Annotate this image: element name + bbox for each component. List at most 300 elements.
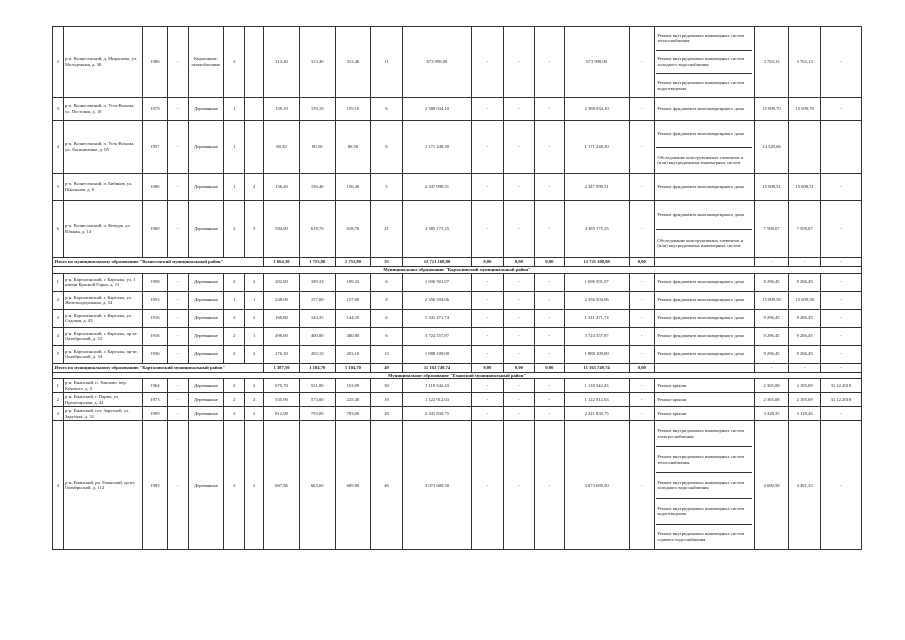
total-area-liv-cell: 1 104,70 bbox=[335, 363, 371, 372]
residents-cell: 30 bbox=[371, 379, 403, 393]
local-budget-cell: - bbox=[535, 27, 564, 98]
deadline-cell: - bbox=[820, 309, 861, 327]
living-area-cell: 609,80 bbox=[335, 421, 371, 550]
year-cell: 1916 bbox=[143, 309, 167, 327]
entrances-cell: 2 bbox=[245, 379, 264, 393]
residents-cell: 21 bbox=[371, 201, 403, 258]
year-cell: 1953 bbox=[143, 291, 167, 309]
unit-cost-cell: 8 296,45 bbox=[754, 273, 789, 291]
max-cost-cell: 9 286,45 bbox=[789, 345, 821, 363]
total-cost-cell: 1 171 248,30 bbox=[402, 121, 471, 174]
floors-cell: 1 bbox=[224, 174, 245, 201]
residential-area-cell: 573,00 bbox=[299, 393, 335, 407]
floors-cell: 2 bbox=[224, 309, 245, 327]
year-cell: 1986 bbox=[143, 27, 167, 98]
table-row bbox=[53, 379, 862, 393]
repair-register-table bbox=[52, 26, 862, 550]
wall-material-cell: Деревянные bbox=[188, 327, 224, 345]
repair-work-item: Ремонт фундамента многоквартирного дома bbox=[657, 106, 744, 112]
repair-works-cell bbox=[654, 309, 754, 327]
total-area-cell: 812,98 bbox=[264, 407, 300, 421]
regional-budget-cell: - bbox=[503, 174, 535, 201]
federal-fund-cell: - bbox=[472, 201, 504, 258]
local-budget-cell: - bbox=[535, 174, 564, 201]
address-cell: р-н. Карталинский, г. Карталы, ул. Садовая, д. 43 bbox=[63, 309, 143, 327]
address-cell: р-п. Вознесенский, п. Усть-Вохьма, ул. Логиниченко, д. 05 bbox=[63, 121, 143, 174]
total-residents-cell: 49 bbox=[371, 363, 403, 372]
other-funds-cell: - bbox=[629, 309, 654, 327]
repair-works-cell bbox=[654, 201, 754, 258]
entrances-cell: 2 bbox=[245, 309, 264, 327]
commission-year-cell: - bbox=[167, 98, 188, 121]
federal-fund-cell: - bbox=[472, 327, 504, 345]
floors-cell: 2 bbox=[224, 327, 245, 345]
total-f4-cell: 11 163 749,74 bbox=[564, 363, 629, 372]
total-area-liv-cell: 1 753,80 bbox=[335, 258, 371, 267]
local-budget-cell: - bbox=[535, 421, 564, 550]
living-area-cell: 313,40 bbox=[335, 27, 371, 98]
local-budget-cell: - bbox=[535, 345, 564, 363]
residential-area-cell: 203,10 bbox=[299, 345, 335, 363]
entrances-cell: 4 bbox=[245, 174, 264, 201]
repair-works-cell bbox=[654, 121, 754, 174]
total-area-cell: 248,00 bbox=[264, 291, 300, 309]
commission-year-cell: - bbox=[167, 393, 188, 407]
residents-cell: 5 bbox=[371, 174, 403, 201]
unit-cost-cell: 9 296,45 bbox=[754, 327, 789, 345]
living-area-cell: 144,35 bbox=[335, 309, 371, 327]
owners-funds-cell: 1 696 501,07 bbox=[564, 273, 629, 291]
address-cell: р-н. Карталинский, г. Карталы, ул. 1 имени Красной Горки, д. 13 bbox=[63, 273, 143, 291]
other-funds-cell: - bbox=[629, 273, 654, 291]
regional-budget-cell: - bbox=[503, 273, 535, 291]
repair-work-item: Обследование конструктивных элементов и (или) внутридомовых инженерных систем bbox=[657, 237, 744, 249]
living-area-cell: 80,50 bbox=[335, 121, 371, 174]
section-total-row bbox=[53, 258, 862, 267]
entrances-cell: 2 bbox=[245, 421, 264, 550]
entrances-cell bbox=[245, 27, 264, 98]
row-number: 5 bbox=[53, 345, 64, 363]
living-area-cell: 163,09 bbox=[335, 379, 371, 393]
other-funds-cell: - bbox=[629, 291, 654, 309]
table-row bbox=[53, 121, 862, 174]
total-f1-cell: 0,00 bbox=[472, 363, 504, 372]
commission-year-cell: - bbox=[167, 309, 188, 327]
living-area-cell: 189,33 bbox=[335, 273, 371, 291]
residential-area-cell: 144,35 bbox=[299, 309, 335, 327]
year-cell: 1936 bbox=[143, 345, 167, 363]
year-cell: 1960 bbox=[143, 201, 167, 258]
regional-budget-cell: - bbox=[503, 379, 535, 393]
total-f1-cell: 0,00 bbox=[472, 258, 504, 267]
deadline-cell: - bbox=[820, 327, 861, 345]
repair-works-cell bbox=[654, 174, 754, 201]
federal-fund-cell: - bbox=[472, 273, 504, 291]
total-cost-cell: 3 073 689,50 bbox=[402, 421, 471, 550]
regional-budget-cell: - bbox=[503, 421, 535, 550]
living-area-cell: 159,10 bbox=[335, 98, 371, 121]
max-cost-cell: 3 763,13 bbox=[789, 27, 821, 98]
living-area-cell: 203,10 bbox=[335, 345, 371, 363]
owners-funds-cell: 3 073 689,50 bbox=[564, 421, 629, 550]
deadline-cell: - bbox=[820, 201, 861, 258]
floors-cell: 1 bbox=[224, 121, 245, 174]
floors-cell: 2 bbox=[224, 421, 245, 550]
max-cost-cell: 9 286,45 bbox=[789, 327, 821, 345]
wall-material-cell: Деревянные bbox=[188, 121, 224, 174]
total-f2-cell: 0,00 bbox=[503, 363, 535, 372]
total-area-cell: 535,90 bbox=[264, 393, 300, 407]
other-funds-cell: - bbox=[629, 201, 654, 258]
repair-works-cell bbox=[654, 345, 754, 363]
table-row bbox=[53, 98, 862, 121]
commission-year-cell: - bbox=[167, 407, 188, 421]
repair-works-cell bbox=[654, 27, 754, 98]
deadline-cell bbox=[820, 121, 861, 174]
regional-budget-cell: - bbox=[503, 393, 535, 407]
unit-cost-cell: 4 699,58 bbox=[754, 421, 789, 550]
owners-funds-cell: 1 171 248,30 bbox=[564, 121, 629, 174]
max-cost-cell: 2 185,09 bbox=[789, 379, 821, 393]
residential-area-cell: 663,60 bbox=[299, 421, 335, 550]
row-number: 3 bbox=[53, 407, 64, 421]
wall-material-cell: Деревянные bbox=[188, 201, 224, 258]
repair-works-cell bbox=[654, 407, 754, 421]
total-cost-cell: 1 118 542,43 bbox=[402, 379, 471, 393]
regional-budget-cell: - bbox=[503, 345, 535, 363]
local-budget-cell: - bbox=[535, 121, 564, 174]
federal-fund-cell: - bbox=[472, 291, 504, 309]
address-cell: р-н. Карталинский, г. Карталы, пр-кт. Октябрьский, д. 33 bbox=[63, 327, 143, 345]
deadline-cell: 31.12.2018 bbox=[820, 379, 861, 393]
row-number: 5 bbox=[53, 174, 64, 201]
repair-work-item: Ремонт внутридомовых инженерных систем водоотведения bbox=[657, 79, 745, 91]
unit-cost-cell: 2 365,08 bbox=[754, 393, 789, 407]
total-area-cell: 160,80 bbox=[264, 309, 300, 327]
floors-cell: 2 bbox=[224, 27, 245, 98]
repair-works-cell bbox=[654, 98, 754, 121]
wall-material-cell: Деревянные bbox=[188, 393, 224, 407]
unit-cost-cell: 9 296,45 bbox=[754, 309, 789, 327]
total-area-cell: 675,70 bbox=[264, 379, 300, 393]
entrances-cell: 2 bbox=[245, 273, 264, 291]
total-cost-cell: 3 724 557,87 bbox=[402, 327, 471, 345]
unit-cost-cell: 7 508,07 bbox=[754, 201, 789, 258]
other-funds-cell: - bbox=[629, 393, 654, 407]
commission-year-cell: - bbox=[167, 27, 188, 98]
floors-cell: 2 bbox=[224, 393, 245, 407]
row-number: 2 bbox=[53, 291, 64, 309]
deadline-cell: 31.12.2018 bbox=[820, 393, 861, 407]
repair-work-item: Ремонт крыши bbox=[657, 383, 687, 389]
table-row bbox=[53, 27, 862, 98]
owners-funds-cell: 1 888 109,00 bbox=[564, 345, 629, 363]
owners-funds-cell: 2 356 504,06 bbox=[564, 291, 629, 309]
total-cost-cell: 1 341 471,74 bbox=[402, 309, 471, 327]
residents-cell: 8 bbox=[371, 291, 403, 309]
repair-work-item: Ремонт внутридомовых инженерных систем холодного водоснабжения bbox=[656, 51, 752, 75]
total-f5-cell: 0,00 bbox=[629, 258, 654, 267]
living-area-cell: 793,00 bbox=[335, 407, 371, 421]
wall-material-cell: Деревянные bbox=[188, 273, 224, 291]
residents-cell: 6 bbox=[371, 121, 403, 174]
owners-funds-cell: 2 347 990,51 bbox=[564, 174, 629, 201]
year-cell: 1979 bbox=[143, 98, 167, 121]
year-cell: 1986 bbox=[143, 174, 167, 201]
total-cost-cell: 673 998,00 bbox=[402, 27, 471, 98]
repair-works-cell bbox=[654, 327, 754, 345]
total-f2-cell: 0,00 bbox=[503, 258, 535, 267]
regional-budget-cell: - bbox=[503, 407, 535, 421]
table-row bbox=[53, 201, 862, 258]
other-funds-cell: - bbox=[629, 379, 654, 393]
unit-cost-cell: 15 009,70 bbox=[754, 98, 789, 121]
total-area-res-cell: 1 753,80 bbox=[299, 258, 335, 267]
total-f3-cell: 0,00 bbox=[535, 363, 564, 372]
repair-work-item: Обследование конструктивных элементов и (или) внутридомовых инженерных систем bbox=[657, 154, 744, 166]
repair-works-cell bbox=[654, 421, 754, 550]
total-m-cell: - bbox=[789, 363, 821, 372]
row-number: 3 bbox=[53, 98, 64, 121]
other-funds-cell: - bbox=[629, 121, 654, 174]
total-f5-cell: 0,00 bbox=[629, 363, 654, 372]
wall-material-cell: Деревянные bbox=[188, 174, 224, 201]
floors-cell: 2 bbox=[224, 379, 245, 393]
federal-fund-cell: - bbox=[472, 98, 504, 121]
repair-work-item: Ремонт фундамента многоквартирного дома bbox=[657, 315, 744, 321]
wall-material-cell: Деревянные bbox=[188, 407, 224, 421]
table-row bbox=[53, 291, 862, 309]
year-cell: 1993 bbox=[143, 421, 167, 550]
total-residents-cell: 55 bbox=[371, 258, 403, 267]
repair-work-item: Ремонт фундамента многоквартирного дома bbox=[657, 184, 744, 190]
residents-cell: 19 bbox=[371, 393, 403, 407]
total-f4-cell: 12 721 168,00 bbox=[564, 258, 629, 267]
table-row bbox=[53, 421, 862, 550]
floors-cell: 1 bbox=[224, 98, 245, 121]
total-area-total-cell: 1 664,30 bbox=[264, 258, 300, 267]
total-cost-cell: 2 347 990,51 bbox=[402, 174, 471, 201]
local-budget-cell: - bbox=[535, 393, 564, 407]
commission-year-cell: - bbox=[167, 379, 188, 393]
residential-area-cell: 313,40 bbox=[299, 27, 335, 98]
regional-budget-cell: - bbox=[503, 98, 535, 121]
max-cost-cell: 9 286,45 bbox=[789, 273, 821, 291]
section-heading: Муниципальное образование "Еманский муниципальный район" bbox=[53, 372, 862, 379]
total-area-cell: 584,00 bbox=[264, 201, 300, 258]
local-budget-cell: - bbox=[535, 379, 564, 393]
living-area-cell: 156,40 bbox=[335, 174, 371, 201]
federal-fund-cell: - bbox=[472, 421, 504, 550]
federal-fund-cell: - bbox=[472, 27, 504, 98]
total-d-cell: - bbox=[820, 258, 861, 267]
total-area-cell: 667,86 bbox=[264, 421, 300, 550]
repair-work-item: Ремонт крыши bbox=[657, 397, 687, 403]
table-row bbox=[53, 407, 862, 421]
row-number: 6 bbox=[53, 201, 64, 258]
total-cost-cell: 1 888 109,00 bbox=[402, 345, 471, 363]
residential-area-cell: 157,00 bbox=[299, 291, 335, 309]
total-area-cell: 202,80 bbox=[264, 273, 300, 291]
commission-year-cell: - bbox=[167, 174, 188, 201]
residents-cell: 20 bbox=[371, 407, 403, 421]
federal-fund-cell: - bbox=[472, 379, 504, 393]
other-funds-cell: - bbox=[629, 327, 654, 345]
table-row bbox=[53, 327, 862, 345]
wall-material-cell: Деревянные bbox=[188, 309, 224, 327]
commission-year-cell: - bbox=[167, 421, 188, 550]
repair-work-item: Ремонт внутридомовых инженерных систем теплоснабжения bbox=[656, 27, 752, 51]
section-heading-row bbox=[53, 267, 862, 274]
deadline-cell: - bbox=[820, 174, 861, 201]
federal-fund-cell: - bbox=[472, 393, 504, 407]
repair-works-cell bbox=[654, 393, 754, 407]
address-cell: р-п. Вознесенский, п. Усть-Вохьма, ул. Постовая, д. 18 bbox=[63, 98, 143, 121]
max-cost-cell: 15 009,70 bbox=[789, 98, 821, 121]
total-area-cell: 159,10 bbox=[264, 98, 300, 121]
repair-work-item: Ремонт фундамента многоквартирного дома bbox=[657, 333, 744, 339]
total-cost-total-cell: 11 163 749,74 bbox=[402, 363, 471, 372]
total-cost-cell: 1 122 912,63 bbox=[402, 393, 471, 407]
table-row bbox=[53, 393, 862, 407]
wall-material-cell: Деревянные bbox=[188, 98, 224, 121]
entrances-cell: 2 bbox=[245, 407, 264, 421]
total-f3-cell: 0,00 bbox=[535, 258, 564, 267]
residential-area-cell: 80,50 bbox=[299, 121, 335, 174]
total-area-cell: 313,40 bbox=[264, 27, 300, 98]
federal-fund-cell: - bbox=[472, 174, 504, 201]
federal-fund-cell: - bbox=[472, 309, 504, 327]
address-cell: р-н. Еманский, пгт. Зарутной, ул. Зарутная, д. 32 bbox=[63, 407, 143, 421]
unit-cost-cell: 2 365,08 bbox=[754, 379, 789, 393]
residents-cell: 6 bbox=[371, 309, 403, 327]
row-number: 4 bbox=[53, 421, 64, 550]
entrances-cell: 2 bbox=[245, 345, 264, 363]
unit-cost-cell: 15 008,51 bbox=[754, 174, 789, 201]
repair-work-item: Ремонт крыши bbox=[657, 411, 687, 417]
repair-work-item: Ремонт внутридомовых инженерных систем горячего водоснабжения bbox=[657, 531, 745, 543]
entrances-cell bbox=[245, 121, 264, 174]
max-cost-cell: 4 491,35 bbox=[789, 421, 821, 550]
owners-funds-cell: 2 341 830,75 bbox=[564, 407, 629, 421]
max-cost-cell: 15 008,51 bbox=[789, 174, 821, 201]
floors-cell: 2 bbox=[224, 407, 245, 421]
wall-material-cell: Деревянные bbox=[188, 379, 224, 393]
section-total-row bbox=[53, 363, 862, 372]
max-cost-cell: 2 185,09 bbox=[789, 393, 821, 407]
total-area-cell: 496,60 bbox=[264, 327, 300, 345]
total-label: Итого по муниципальному образованию "Карталинский муниципальный район" bbox=[53, 363, 264, 372]
residents-cell: 6 bbox=[371, 327, 403, 345]
wall-material-cell: Деревянные bbox=[188, 421, 224, 550]
floors-cell: 2 bbox=[224, 345, 245, 363]
table-row bbox=[53, 273, 862, 291]
table-row bbox=[53, 309, 862, 327]
other-funds-cell: - bbox=[629, 27, 654, 98]
regional-budget-cell: - bbox=[503, 327, 535, 345]
other-funds-cell: - bbox=[629, 345, 654, 363]
year-cell: 1964 bbox=[143, 379, 167, 393]
deadline-cell: - bbox=[820, 291, 861, 309]
total-cost-cell: 1 696 501,07 bbox=[402, 273, 471, 291]
federal-fund-cell: - bbox=[472, 345, 504, 363]
total-works-cell bbox=[654, 363, 754, 372]
row-number: 2 bbox=[53, 393, 64, 407]
owners-funds-cell: 2 388 034,10 bbox=[564, 98, 629, 121]
commission-year-cell: - bbox=[167, 291, 188, 309]
total-works-cell bbox=[654, 258, 754, 267]
repair-work-item: Ремонт внутридомовых инженерных систем водоотведения bbox=[656, 499, 752, 525]
total-area-cell: 276,30 bbox=[264, 345, 300, 363]
commission-year-cell: - bbox=[167, 327, 188, 345]
wall-material-cell: Деревянные bbox=[188, 291, 224, 309]
deadline-cell: - bbox=[820, 273, 861, 291]
local-budget-cell: - bbox=[535, 291, 564, 309]
address-cell: р-п. Вознесенский, д. Мирошево, ул. Молодежная, д. 38 bbox=[63, 27, 143, 98]
repair-works-cell bbox=[654, 273, 754, 291]
wall-material-cell: Деревянные bbox=[188, 345, 224, 363]
repair-work-item: Ремонт фундамента многоквартирного дома bbox=[656, 201, 752, 230]
federal-fund-cell: - bbox=[472, 121, 504, 174]
address-cell: р-н. Карталинский, г. Карталы, ул. Железнодорожная, д. 54 bbox=[63, 291, 143, 309]
total-area-res-cell: 1 104,70 bbox=[299, 363, 335, 372]
regional-budget-cell: - bbox=[503, 201, 535, 258]
total-cost-cell: 2 388 034,10 bbox=[402, 98, 471, 121]
section-heading: Муниципальное образование "Карталинский муниципальный район" bbox=[53, 267, 862, 274]
address-cell: р-н. Еманский, г. Парма, ул. Пролетарская, д. 42 bbox=[63, 393, 143, 407]
floors-cell: 1 bbox=[224, 291, 245, 309]
year-cell: 1973 bbox=[143, 393, 167, 407]
other-funds-cell: - bbox=[629, 421, 654, 550]
total-u-cell: - bbox=[754, 258, 789, 267]
residential-area-cell: 618,70 bbox=[299, 201, 335, 258]
total-u-cell: - bbox=[754, 363, 789, 372]
deadline-cell: - bbox=[820, 27, 861, 98]
repair-work-item: Ремонт внутридомовых инженерных систем холодного водоснабжения bbox=[656, 473, 752, 499]
total-label: Итого по муниципальному образованию "Вознесенский муниципальный район" bbox=[53, 258, 264, 267]
commission-year-cell: - bbox=[167, 201, 188, 258]
residential-area-cell: 793,00 bbox=[299, 407, 335, 421]
total-cost-total-cell: 12 721 168,00 bbox=[402, 258, 471, 267]
residents-cell: 6 bbox=[371, 98, 403, 121]
address-cell: р-п. Вознесенский, п. Бибиков, ул. Школьная, д. 8 bbox=[63, 174, 143, 201]
unit-cost-cell: 3 763,13 bbox=[754, 27, 789, 98]
entrances-cell: 1 bbox=[245, 291, 264, 309]
repair-works-cell bbox=[654, 291, 754, 309]
residential-area-cell: 156,40 bbox=[299, 174, 335, 201]
residential-area-cell: 531,00 bbox=[299, 379, 335, 393]
floors-cell: 2 bbox=[224, 201, 245, 258]
residents-cell: 13 bbox=[371, 345, 403, 363]
repair-work-item: Ремонт внутридомовых инженерных систем теплоснабжения bbox=[656, 447, 752, 473]
owners-funds-cell: 4 385 175,25 bbox=[564, 201, 629, 258]
section-heading-row bbox=[53, 372, 862, 379]
other-funds-cell: - bbox=[629, 407, 654, 421]
repair-work-item: Ремонт фундамента многоквартирного дома bbox=[657, 297, 744, 303]
deadline-cell: - bbox=[820, 98, 861, 121]
owners-funds-cell: 1 118 542,43 bbox=[564, 379, 629, 393]
year-cell: 1916 bbox=[143, 327, 167, 345]
other-funds-cell: - bbox=[629, 98, 654, 121]
max-cost-cell: 9 286,45 bbox=[789, 309, 821, 327]
owners-funds-cell: 3 724 557,87 bbox=[564, 327, 629, 345]
unit-cost-cell: 15 009,58 bbox=[754, 291, 789, 309]
unit-cost-cell: 3 328,35 bbox=[754, 407, 789, 421]
federal-fund-cell: - bbox=[472, 407, 504, 421]
floors-cell: 2 bbox=[224, 273, 245, 291]
repair-work-item: Ремонт фундамента многоквартирного дома bbox=[657, 279, 744, 285]
max-cost-cell: 3 129,26 bbox=[789, 407, 821, 421]
